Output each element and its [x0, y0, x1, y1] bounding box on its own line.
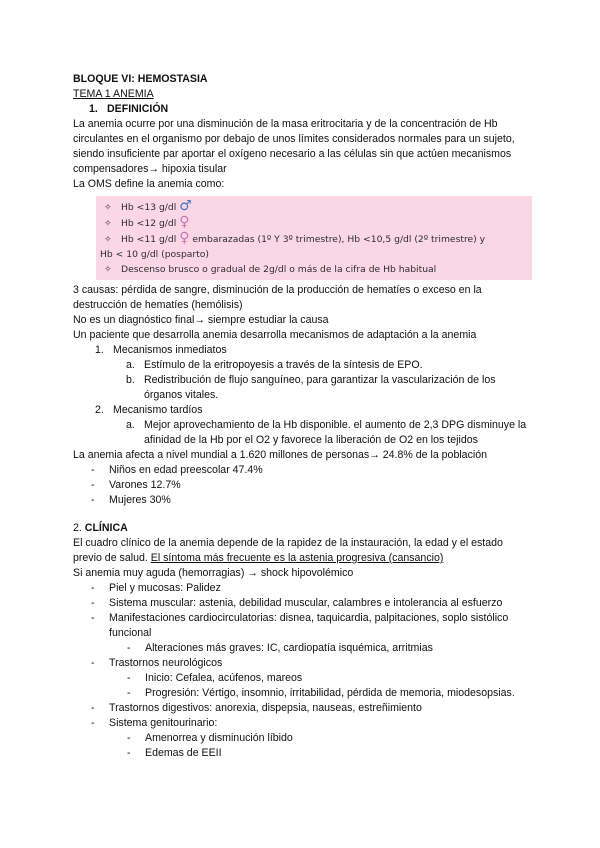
- list-item-text: Mujeres 30%: [109, 494, 171, 506]
- list-item-text: Niños en edad preescolar 47.4%: [109, 464, 263, 476]
- clinica-paragraph: [73, 536, 533, 566]
- section-label: CLÍNICA: [84, 522, 128, 534]
- dash-bullet: -: [91, 582, 95, 594]
- tema-title: TEMA 1 ANEMIA: [73, 88, 154, 100]
- adaptacion-line: Un paciente que desarrolla anemia desarrolla mecanismos de adaptación a la anemia: [73, 329, 477, 341]
- mecanismo-item: [73, 343, 533, 358]
- oms-intro: La OMS define la anemia como:: [73, 178, 225, 190]
- list-item-text: Varones 12.7%: [109, 479, 181, 491]
- aguda-line: Si anemia muy aguda (hemorragias) → shock hipovolémico: [73, 567, 354, 579]
- dash-bullet: -: [91, 479, 95, 491]
- prevalencia-line: La anemia afecta a nivel mundial a 1.620 millones de personas→ 24.8% de la población: [73, 449, 488, 461]
- sub-list-item-text: Progresión: Vértigo, insomnio, irritabilidad, pérdida de memoria, miodesopsias.: [145, 687, 515, 699]
- criterion-row: [100, 247, 532, 262]
- subitem-text: Mejor aprovechamiento de la Hb disponible. el aumento de 2,3 DPG disminuye la afinidad de la Hb por el O2 y favorece la liberación de O2 en los tejidos: [144, 419, 527, 446]
- sub-list-item-text: Amenorrea y disminución líbido: [145, 732, 293, 744]
- sub-list-item: [73, 731, 533, 746]
- dash-bullet: -: [127, 672, 131, 684]
- list-item: [73, 596, 533, 611]
- mecanismo-subitem: [73, 373, 533, 403]
- sub-list-item-text: Alteraciones más graves: IC, cardiopatía isquémica, arritmias: [145, 642, 433, 654]
- mecanismo-item: [73, 403, 533, 418]
- list-letter: a.: [126, 359, 135, 371]
- diagnostico-line: No es un diagnóstico final→ siempre estudiar la causa: [73, 314, 329, 326]
- criterion-row: [100, 215, 532, 231]
- dash-bullet: -: [127, 747, 131, 759]
- list-number: 2.: [95, 404, 104, 416]
- dash-bullet: -: [91, 597, 95, 609]
- block-title: BLOQUE VI: HEMOSTASIA: [73, 73, 208, 85]
- list-letter: a.: [126, 419, 135, 431]
- clinica-paragraph-text: El cuadro clínico de la anemia depende de la rapidez de la instauración, la edad y el estado previo de salud.: [73, 537, 503, 564]
- section-number: 1.: [89, 103, 98, 115]
- section-title-clinica: [73, 521, 533, 536]
- sub-list-item: [73, 746, 533, 761]
- list-item: [73, 581, 533, 596]
- mecanismo-subitem: [73, 418, 533, 448]
- criterion-extra: embarazadas (1º Y 3º trimestre), Hb <10,5 g/dl (2º trimestre) y: [192, 234, 486, 245]
- list-item: [73, 611, 533, 641]
- sub-list-item: [73, 686, 533, 701]
- sparkle-bullet-icon: ✧: [104, 264, 112, 275]
- sub-list-item: [73, 641, 533, 656]
- dash-bullet: -: [91, 717, 95, 729]
- dash-bullet: -: [91, 464, 95, 476]
- criterion-text: Hb < 10 g/dl (posparto): [100, 249, 209, 260]
- list-item: [73, 716, 533, 731]
- section-label: DEFINICIÓN: [107, 103, 169, 115]
- sparkle-bullet-icon: ✧: [104, 234, 112, 245]
- sub-list-item: [73, 671, 533, 686]
- dash-bullet: -: [91, 657, 95, 669]
- sparkle-bullet-icon: ✧: [104, 202, 112, 213]
- criterion-row: [100, 231, 532, 247]
- subitem-text: Estímulo de la eritropoyesis a través de la síntesis de EPO.: [144, 359, 423, 371]
- list-letter: b.: [126, 374, 135, 386]
- mecanismo-label: Mecanismos inmediatos: [113, 344, 227, 356]
- dash-bullet: -: [91, 702, 95, 714]
- criterion-row: [100, 262, 532, 277]
- dash-bullet: -: [91, 494, 95, 506]
- male-symbol-icon: ♂: [179, 198, 192, 214]
- list-item: [73, 493, 533, 508]
- sparkle-bullet-icon: ✧: [104, 218, 112, 229]
- document-page: [73, 72, 533, 761]
- list-item-text: Trastornos neurológicos: [109, 657, 223, 669]
- criterion-row: [100, 199, 532, 215]
- list-item-text: Sistema muscular: astenia, debilidad muscular, calambres e intolerancia al esfuerzo: [109, 597, 503, 609]
- list-item: [73, 478, 533, 493]
- sub-list-item-text: Inicio: Cefalea, acúfenos, mareos: [145, 672, 303, 684]
- sub-list-item-text: Edemas de EEII: [145, 747, 222, 759]
- subitem-text: Redistribución de flujo sanguíneo, para garantizar la vascularización de los órganos vitales.: [144, 374, 496, 401]
- criterion-text: Descenso brusco o gradual de 2g/dl o más de la cifra de Hb habitual: [121, 264, 437, 275]
- causas-paragraph: 3 causas: pérdida de sangre, disminución de la producción de hematíes o exceso en la destrucción de hematíes (hemólisis): [73, 284, 482, 311]
- list-item: [73, 656, 533, 671]
- criterion-text: Hb <11 g/dl: [121, 234, 177, 245]
- list-item-text: Piel y mucosas: Palidez: [109, 582, 221, 594]
- list-number: 1.: [95, 344, 104, 356]
- list-item-text: Trastornos digestivos: anorexia, dispepsia, nauseas, estreñimiento: [109, 702, 422, 714]
- list-item-text: Manifestaciones cardiocirculatorias: disnea, taquicardia, palpitaciones, soplo sistólico funcional: [109, 612, 509, 639]
- section-number: 2.: [73, 522, 82, 534]
- criterion-text: Hb <13 g/dl: [121, 202, 177, 213]
- mecanismo-subitem: [73, 358, 533, 373]
- list-item: [73, 701, 533, 716]
- female-symbol-icon: ♀: [179, 230, 190, 246]
- mecanismo-label: Mecanismo tardíos: [113, 404, 203, 416]
- dash-bullet: -: [91, 612, 95, 624]
- dash-bullet: -: [127, 687, 131, 699]
- dash-bullet: -: [127, 732, 131, 744]
- dash-bullet: -: [127, 642, 131, 654]
- section-title-definicion: [89, 102, 533, 117]
- list-item-text: Sistema genitourinario:: [109, 717, 218, 729]
- oms-criteria-box: [96, 196, 532, 280]
- definicion-paragraph: La anemia ocurre por una disminución de la masa eritrocitaria y de la concentración de Hb circulantes en el organismo por debajo de unos límites considerados normales para un sujeto, siendo insuficiente par aportar el oxígeno necesario a las células sin que actúen mecanismos compensadores→ hipoxia tisular: [73, 118, 515, 175]
- list-item: [73, 463, 533, 478]
- criterion-text: Hb <12 g/dl: [121, 218, 177, 229]
- clinica-underlined-text: El síntoma más frecuente es la astenia progresiva (cansancio): [150, 552, 444, 564]
- female-symbol-icon: ♀: [179, 214, 190, 230]
